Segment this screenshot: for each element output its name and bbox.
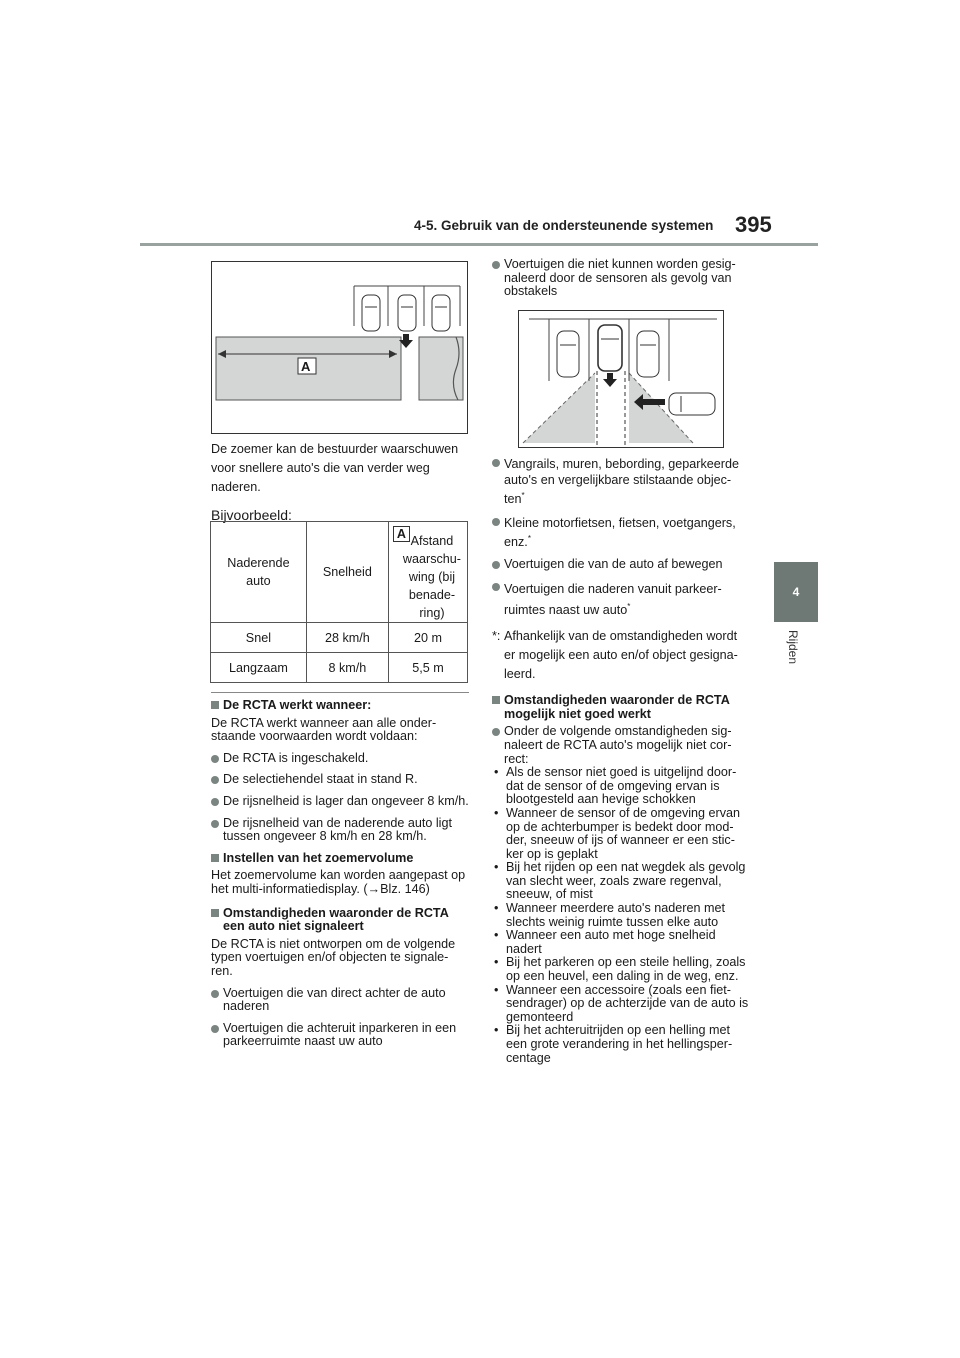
obstacle-diagram	[518, 310, 724, 448]
chapter-number: 4	[792, 585, 800, 599]
table-cell: Snel	[211, 623, 307, 653]
table-cell: 8 km/h	[306, 653, 388, 683]
works-heading: De RCTA werkt wanneer:	[211, 699, 469, 713]
bullet-icon	[492, 459, 500, 467]
volume-text: Het zoemervolume kan worden aangepast op het multi-informatiedisplay. (→Blz. 146)	[211, 868, 466, 896]
list-item: De rijsnelheid is lager dan ongeveer 8 km/h.	[211, 795, 469, 809]
section-divider	[211, 692, 469, 693]
list-item: • Wanneer meerdere auto's naderen met slechts weinig ruimte tussen elke auto	[494, 901, 725, 929]
list-item: Vangrails, muren, bebording, geparkeerde auto's en vergelijkbare stilstaande objec-ten*	[492, 456, 750, 507]
list-item: • Bij het achteruitrijden op een helling met een grote verandering in het hellingsper-centage	[494, 1023, 733, 1065]
bullet-icon	[211, 776, 219, 784]
volume-heading: Instellen van het zoemervolume	[211, 852, 469, 866]
square-bullet-icon	[492, 696, 500, 704]
distance-header-text: Afstand waarschu-wing (bij benade-ring)	[402, 534, 461, 620]
square-bullet-icon	[211, 854, 219, 862]
table-cell: Langzaam	[211, 653, 307, 683]
diagram-caption: De zoemer kan de bestuurder waarschuwen voor snellere auto's die van verder weg naderen.	[211, 442, 459, 494]
list-item: Voertuigen die niet kunnen worden gesig-naleerd door de sensoren als gevolg van obstakels	[492, 258, 750, 299]
bullet-icon	[492, 728, 500, 736]
distance-header-label: A	[393, 526, 410, 542]
chapter-label: Rijden	[786, 630, 800, 665]
list-item: De selectiehendel staat in stand R.	[211, 773, 469, 787]
right-column	[492, 456, 750, 1065]
bullet-icon	[492, 583, 500, 591]
nosignal-intro: De RCTA is niet ontworpen om de volgende typen voertuigen en/of objecten te signale-ren.	[211, 936, 456, 978]
parking-lot-illustration	[212, 262, 467, 433]
list-item: Voertuigen die naderen vanuit parkeer-ruimtes naast uw auto*	[492, 580, 750, 619]
list-item: • Wanneer de sensor of de omgeving ervan op de achterbumper is bedekt door mod-der, sneeuw of ijs of wanneer er een stic-ker op is geplakt	[494, 805, 741, 861]
bullet-icon	[211, 798, 219, 806]
list-item: • Bij het parkeren op een steile helling, zoals op een heuvel, een daling in de weg, enz.	[494, 955, 746, 984]
footnote-marker: *	[527, 534, 531, 544]
list-item: Kleine motorfietsen, fietsen, voetgangers, enz.*	[492, 515, 750, 550]
square-bullet-icon	[211, 701, 219, 709]
list-item: Voertuigen die achteruit inparkeren in een parkeerruimte naast uw auto	[211, 1022, 469, 1049]
page-number: 395	[735, 212, 772, 237]
list-item: Voertuigen die van de auto af bewegen	[492, 558, 750, 572]
works-intro: De RCTA werkt wanneer aan alle onder-staande voorwaarden wordt voldaan:	[211, 715, 437, 744]
obstacle-illustration	[519, 311, 723, 447]
header-speed: Snelheid	[306, 522, 388, 623]
rcta-range-diagram	[211, 261, 468, 434]
bullet-icon	[492, 518, 500, 526]
left-column-lower	[211, 699, 469, 1057]
list-item: • Wanneer een accessoire (zoals een fiet-sendrager) op de achterzijde van de auto is gemonteerd	[494, 982, 749, 1024]
table-cell: 28 km/h	[306, 623, 388, 653]
example-heading: Bijvoorbeeld:	[211, 507, 292, 523]
footnote-mark: *:	[492, 629, 501, 644]
list-item: • Bij het rijden op een nat wegdek als gevolg van slecht weer, zoals zware regenval, sneeuw, of mist	[494, 860, 746, 902]
header-divider	[140, 243, 818, 246]
footnote-marker: *	[627, 601, 631, 611]
square-bullet-icon	[211, 909, 219, 917]
bullet-icon	[211, 820, 219, 828]
bullet-icon	[211, 755, 219, 763]
bullet-icon	[492, 261, 500, 269]
footnote	[492, 627, 750, 684]
bullet-icon	[211, 1025, 219, 1033]
poor-heading: Omstandigheden waaronder de RCTA mogelijk niet goed werkt	[492, 694, 750, 721]
bullet-icon	[211, 990, 219, 998]
table-cell: 20 m	[388, 623, 467, 653]
table-cell: 5,5 m	[388, 653, 467, 683]
list-item: De rijsnelheid van de naderende auto ligt tussen ongeveer 8 km/h en 28 km/h.	[211, 817, 469, 844]
header-vehicle: Naderende auto	[211, 522, 307, 623]
range-label: A	[301, 359, 311, 374]
bullet-icon	[492, 561, 500, 569]
section-title: 4-5. Gebruik van de ondersteunende systemen	[414, 218, 714, 233]
right-column-top	[492, 258, 750, 307]
chapter-tab[interactable]	[774, 562, 818, 622]
footnote-marker: *	[521, 491, 525, 500]
list-item: De RCTA is ingeschakeld.	[211, 752, 469, 766]
footnote-text: Afhankelijk van de omstandigheden wordt er mogelijk een auto en/of object gesigna-leerd.	[504, 629, 738, 682]
list-item: • Als de sensor niet goed is uitgelijnd door-dat de sensor of de omgeving ervan is blootgesteld aan hevige schokken	[494, 765, 737, 807]
speed-distance-table	[210, 521, 468, 683]
list-item: Voertuigen die van direct achter de auto naderen	[211, 987, 469, 1014]
header-distance	[388, 522, 467, 623]
list-item: • Wanneer een auto met hoge snelheid nadert	[494, 928, 716, 956]
left-column	[211, 440, 469, 523]
list-item: Onder de volgende omstandigheden sig-naleert de RCTA auto's mogelijk niet cor-rect:	[492, 725, 750, 766]
nosignal-heading: Omstandigheden waaronder de RCTA een auto niet signaleert	[211, 907, 469, 934]
